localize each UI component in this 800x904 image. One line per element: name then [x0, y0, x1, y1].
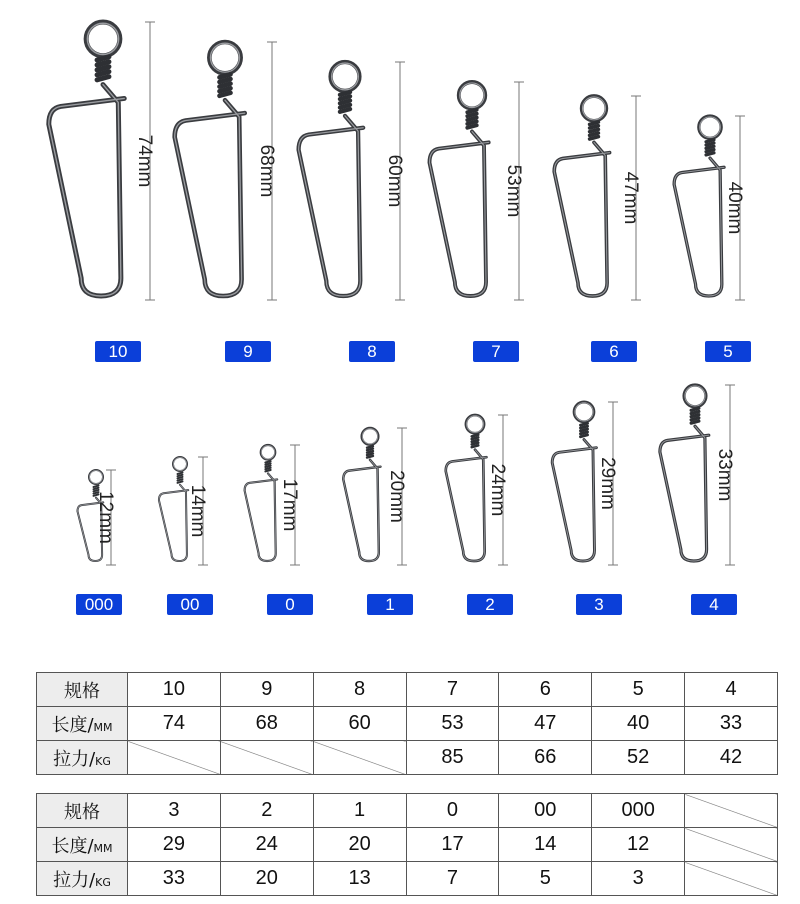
snap-body-highlight	[299, 116, 364, 296]
size-badge	[705, 341, 751, 362]
size-cell: 10	[128, 673, 221, 707]
size-cell: 0	[406, 794, 499, 828]
snap-coil-turn	[97, 67, 109, 70]
snap-coil-turn	[178, 481, 183, 482]
dimension-marker	[384, 62, 405, 300]
snap-ring	[466, 415, 484, 433]
length-cell: 68	[220, 707, 313, 741]
snap-coil-turn	[706, 153, 714, 155]
size-cell: 3	[128, 794, 221, 828]
size-badge-label: 8	[367, 342, 377, 361]
length-cell: 14	[499, 828, 592, 862]
snap-coil-turn	[94, 488, 99, 489]
length-cell: 47	[499, 707, 592, 741]
size-badge	[473, 341, 519, 362]
length-unit: MM	[93, 841, 113, 855]
size-badge-label: 9	[243, 342, 253, 361]
size-badge	[576, 594, 622, 615]
size-badge	[267, 594, 313, 615]
snap-ring	[459, 82, 485, 108]
length-label: 47mm	[620, 171, 641, 225]
snap-coil-turn	[467, 114, 476, 117]
snap-coil-turn	[219, 84, 230, 87]
snap-coil-turn	[581, 423, 588, 425]
snap-bottom-3	[552, 402, 622, 615]
strength-header	[37, 862, 128, 896]
snap-top-6	[554, 96, 641, 362]
snap-body	[159, 485, 188, 561]
snap-coil-turn	[590, 133, 599, 135]
strength-cell: 20	[220, 862, 313, 896]
strength-cell: 33	[128, 862, 221, 896]
snap-bottom-4	[660, 385, 737, 615]
length-label: 29mm	[597, 457, 618, 510]
snap-coil-turn	[367, 451, 373, 453]
snap-body	[446, 450, 487, 561]
size-badge-label: 10	[108, 342, 128, 361]
strength-cell: 5	[499, 862, 592, 896]
snap-ring	[582, 96, 607, 121]
size-badge	[349, 341, 395, 362]
snap-bottom-1	[343, 428, 413, 615]
snap-ring-highlight	[583, 97, 606, 120]
snap-coil-turn	[340, 105, 350, 108]
size-cell: 7	[406, 673, 499, 707]
length-label: 长度/	[51, 835, 94, 857]
length-row	[37, 828, 778, 862]
length-cell: 20	[313, 828, 406, 862]
snap-ring	[684, 385, 706, 407]
snap-coil-turn	[219, 74, 230, 77]
snap-coil-turn	[219, 93, 230, 96]
snap-coil-turn	[340, 101, 350, 104]
snap-body	[343, 460, 380, 561]
dimension-marker	[503, 82, 524, 300]
size-badge-label: 00	[180, 595, 200, 614]
length-cell: 40	[592, 707, 685, 741]
length-label: 60mm	[384, 154, 405, 208]
length-cell: 53	[406, 707, 499, 741]
snap-illustrations	[49, 22, 751, 615]
snap-coil-turn	[581, 432, 588, 434]
snap-ring-highlight	[460, 83, 485, 108]
snap-ring-highlight	[467, 416, 484, 433]
dimension-marker	[187, 457, 208, 565]
length-row	[37, 707, 778, 741]
strength-cell: 42	[685, 741, 778, 775]
snap-coil-turn	[97, 72, 109, 75]
snap-coil-turn	[581, 426, 588, 428]
snap-coil-turn	[472, 440, 478, 442]
snap-body	[299, 116, 364, 296]
snap-coil-turn	[581, 429, 588, 431]
size-row	[37, 794, 778, 828]
snap-body	[175, 100, 245, 296]
snap-coil-turn	[590, 137, 599, 139]
snap-coil-turn	[467, 110, 476, 113]
snap-coil-turn	[340, 109, 350, 112]
strength-cell: 7	[406, 862, 499, 896]
snap-coil-turn	[178, 477, 183, 478]
snap-coil-turn	[94, 486, 99, 487]
size-badge-label: 5	[723, 342, 733, 361]
dimension-marker	[386, 428, 407, 565]
snap-ring	[331, 62, 360, 91]
length-label: 68mm	[256, 144, 277, 198]
snap-body	[554, 142, 609, 296]
length-label: 12mm	[95, 491, 116, 544]
snap-ring-highlight	[700, 117, 721, 138]
dimension-marker	[134, 22, 155, 300]
size-header: 规格	[37, 673, 128, 707]
snap-coil-turn	[706, 140, 714, 142]
snap-ring-highlight	[210, 43, 239, 72]
snap-body	[49, 85, 124, 296]
length-label: 74mm	[134, 134, 155, 188]
snap-coil-turn	[367, 453, 373, 455]
snap-top-7	[429, 82, 524, 362]
snap-coil-turn	[691, 415, 699, 417]
size-badge	[167, 594, 213, 615]
strength-cell: 3	[592, 862, 685, 896]
snap-coil-turn	[97, 62, 109, 65]
length-label: 40mm	[724, 181, 745, 235]
size-badge	[225, 341, 271, 362]
snap-coil-turn	[178, 475, 183, 476]
size-badge-label: 6	[609, 342, 619, 361]
size-cell: 00	[499, 794, 592, 828]
snap-coil-turn	[691, 408, 699, 410]
snap-coil-turn	[367, 449, 373, 451]
empty-diagonal-cell	[685, 794, 778, 828]
snap-coil-turn	[691, 418, 699, 420]
snap-ring-highlight	[575, 403, 593, 421]
size-cell: 2	[220, 794, 313, 828]
size-cell: 6	[499, 673, 592, 707]
size-badge	[367, 594, 413, 615]
snap-coil-turn	[367, 456, 373, 458]
length-header	[37, 707, 128, 741]
spec-table-2	[36, 793, 778, 896]
spec-table-1	[36, 672, 778, 775]
size-header: 规格	[37, 794, 128, 828]
length-label: 20mm	[386, 470, 407, 523]
size-badge	[76, 594, 122, 615]
snap-coil-turn	[265, 463, 270, 464]
size-cell: 1	[313, 794, 406, 828]
length-cell: 74	[128, 707, 221, 741]
snap-ring-highlight	[261, 446, 275, 460]
length-cell: 33	[685, 707, 778, 741]
length-label: 53mm	[503, 164, 524, 218]
empty-diagonal-cell	[685, 828, 778, 862]
snap-coil-turn	[590, 122, 599, 124]
length-label: 17mm	[279, 478, 300, 532]
snap-ring	[362, 428, 379, 445]
size-badge-label: 2	[485, 595, 495, 614]
strength-label: 拉力/	[53, 748, 96, 770]
empty-diagonal-cell	[128, 741, 221, 775]
snap-bottom-00	[159, 457, 213, 615]
strength-cell: 13	[313, 862, 406, 896]
snap-ring-highlight	[87, 23, 118, 54]
snap-coil-turn	[590, 126, 599, 128]
snap-coil-turn	[219, 88, 230, 91]
snap-coil-turn	[706, 143, 714, 145]
size-cell: 8	[313, 673, 406, 707]
length-label: 24mm	[487, 463, 508, 517]
size-badge-label: 1	[385, 595, 395, 614]
length-cell: 24	[220, 828, 313, 862]
strength-cell: 52	[592, 741, 685, 775]
snap-ring	[699, 116, 721, 138]
snap-top-10	[49, 22, 155, 362]
dimension-marker	[597, 402, 618, 565]
size-cell: 9	[220, 673, 313, 707]
empty-diagonal-cell	[685, 862, 778, 896]
snap-coil-turn	[472, 435, 478, 437]
snap-top-8	[299, 62, 405, 362]
length-cell: 29	[128, 828, 221, 862]
strength-label: 拉力/	[53, 869, 96, 891]
snap-ring	[89, 470, 103, 484]
snap-coil-turn	[219, 79, 230, 82]
size-badge-label: 3	[594, 595, 604, 614]
snap-coil-turn	[340, 96, 350, 99]
snap-coil-turn	[691, 421, 699, 423]
dimension-marker	[487, 415, 508, 565]
size-row	[37, 673, 778, 707]
size-cell: 000	[592, 794, 685, 828]
strength-row	[37, 862, 778, 896]
snap-bottom-2	[446, 415, 513, 615]
snap-coil-turn	[472, 443, 478, 445]
snap-body-highlight	[49, 85, 124, 296]
size-badge	[467, 594, 513, 615]
snap-ring	[173, 457, 187, 471]
snap-ring-highlight	[174, 458, 187, 471]
snap-top-9	[175, 42, 277, 362]
snap-coil-turn	[97, 77, 109, 80]
snap-body	[674, 158, 724, 296]
snap-coil-turn	[265, 466, 270, 467]
strength-cell: 66	[499, 741, 592, 775]
dimension-marker	[714, 385, 735, 565]
snap-ring-highlight	[685, 386, 705, 406]
snap-coil-turn	[472, 437, 478, 439]
size-badge	[691, 594, 737, 615]
dimension-marker	[724, 116, 745, 300]
dimension-marker	[256, 42, 277, 300]
length-label: 长度/	[51, 714, 94, 736]
snap-coil-turn	[467, 125, 476, 128]
snap-coil-turn	[367, 446, 373, 448]
size-badge-label: 000	[84, 595, 114, 614]
dimension-marker	[279, 445, 300, 565]
strength-cell: 85	[406, 741, 499, 775]
snap-body	[245, 473, 278, 561]
size-cell: 4	[685, 673, 778, 707]
dimension-marker	[620, 96, 641, 300]
snap-coil-turn	[467, 121, 476, 124]
size-badge-label: 4	[709, 595, 719, 614]
snap-ring-highlight	[332, 63, 359, 90]
snap-coil-turn	[581, 435, 588, 437]
snap-coil-turn	[472, 445, 478, 447]
snap-coil-turn	[178, 473, 183, 474]
snap-ring	[574, 402, 594, 422]
snap-coil-turn	[706, 150, 714, 152]
size-badge	[591, 341, 637, 362]
length-label: 14mm	[187, 484, 208, 538]
snap-ring-highlight	[362, 429, 377, 444]
length-label: 33mm	[714, 448, 735, 502]
snap-bottom-0	[245, 445, 313, 615]
empty-diagonal-cell	[220, 741, 313, 775]
snap-ring	[261, 445, 276, 460]
snap-top-5	[674, 116, 751, 362]
length-header	[37, 828, 128, 862]
snap-coil-turn	[265, 470, 270, 471]
snap-ring	[209, 42, 240, 73]
snap-coil-turn	[97, 57, 109, 60]
length-cell: 12	[592, 828, 685, 862]
snap-coil-turn	[178, 479, 183, 480]
snap-body-highlight	[429, 131, 488, 296]
snap-body-highlight	[175, 100, 245, 296]
snap-body	[429, 131, 488, 296]
length-cell: 60	[313, 707, 406, 741]
snap-body	[552, 440, 596, 561]
snap-coil-turn	[265, 468, 270, 469]
length-cell: 17	[406, 828, 499, 862]
size-badge-label: 7	[491, 342, 501, 361]
empty-diagonal-cell	[313, 741, 406, 775]
strength-unit: KG	[95, 875, 111, 889]
snap-coil-turn	[340, 92, 350, 95]
strength-unit: KG	[95, 754, 111, 768]
snap-coil-turn	[691, 411, 699, 413]
size-cell: 5	[592, 673, 685, 707]
length-unit: MM	[93, 720, 113, 734]
snap-ring	[86, 22, 120, 56]
snap-coil-turn	[590, 129, 599, 131]
strength-row	[37, 741, 778, 775]
snap-coil-turn	[265, 461, 270, 462]
snap-bottom-000	[76, 470, 122, 615]
snap-coil-turn	[467, 117, 476, 120]
strength-header	[37, 741, 128, 775]
snap-ring-highlight	[90, 471, 103, 484]
size-badge	[95, 341, 141, 362]
size-badge-label: 0	[285, 595, 295, 614]
snap-coil-turn	[706, 146, 714, 148]
snap-body	[660, 426, 709, 561]
